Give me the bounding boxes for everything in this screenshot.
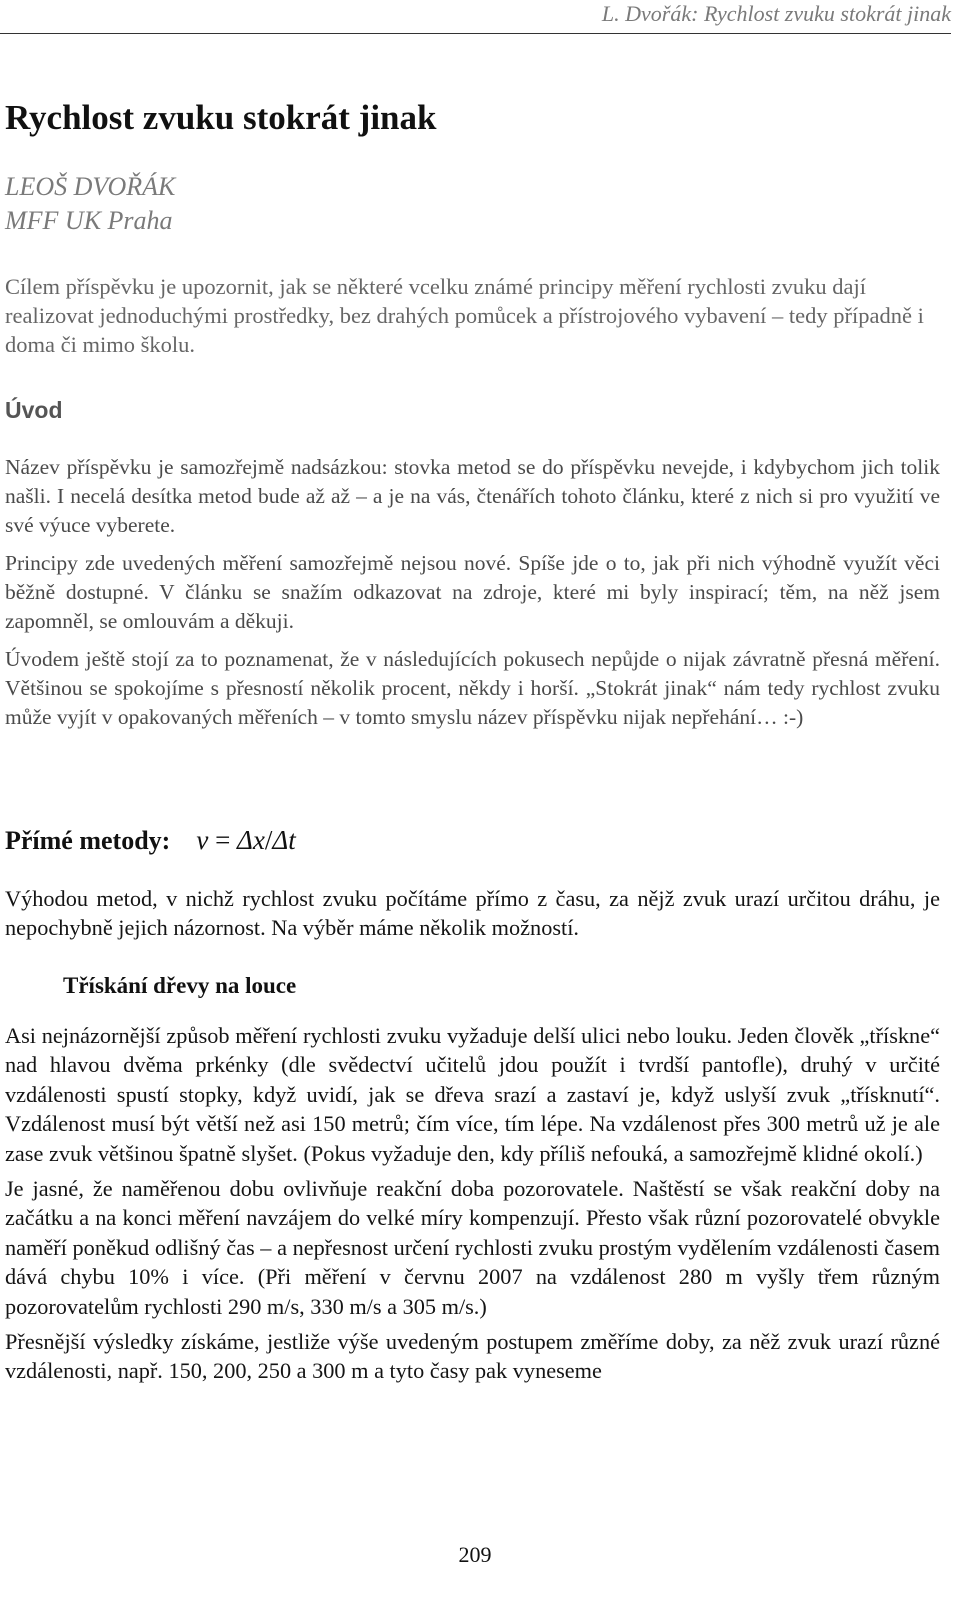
running-header <box>0 0 951 34</box>
section-heading-intro: Úvod <box>5 397 63 423</box>
page-number: 209 <box>458 1542 492 1567</box>
direct-methods-label: Přímé metody: <box>5 826 171 855</box>
clapping-section-body <box>5 1021 940 1392</box>
formula-equals: = <box>215 825 231 855</box>
formula-delta-x: Δx <box>237 825 265 855</box>
formula-v: v <box>196 825 209 855</box>
intro-paragraph-2: Principy zde uvedených měření samozřejmě nejsou nové. Spíše jde o to, jak při nich výhodně využít věci běžně dostupné. V článku se snažím odkazovat na zdroje, které mi byly inspirací; těm, na něž jsem zapomněl, se omlouvám a děkuji. <box>5 551 940 633</box>
direct-methods-paragraph: Výhodou metod, v nichž rychlost zvuku počítáme přímo z času, za nějž zvuk urazí určitou dráhu, je nepochybně jejich názornost. Na výběr máme několik možností. <box>5 886 940 941</box>
intro-paragraph-1: Název příspěvku je samozřejmě nadsázkou: stovka metod se do příspěvku nevejde, i kdybychom jich tolik našli. I necelá desítka metod bude až až – a je na vás, čtenářích tohoto článku, které z nich si pro využití ve své výuce vyberete. <box>5 455 940 537</box>
formula-delta-t: Δt <box>272 825 296 855</box>
author-affiliation: MFF UK Praha <box>5 206 173 235</box>
article-title: Rychlost zvuku stokrát jinak <box>5 98 437 137</box>
formula-slash: / <box>264 825 273 855</box>
author-name: LEOŠ DVOŘÁK <box>5 172 176 201</box>
intro-paragraph-3: Úvodem ještě stojí za to poznamenat, že v následujících pokusech nepůjde o nijak závratně přesná měření. Většinou se spokojíme s přesností několik procent, někdy i horší. „Stokrát jinak“ nám tedy rychlost zvuku může vyjít v opakovaných měřeních – v tomto smyslu název příspěvku nijak nepřehání… :-) <box>5 647 940 729</box>
clapping-paragraph-2: Je jasné, že naměřenou dobu ovlivňuje reakční doba pozorovatele. Naštěstí se však reakční doby na začátku a na konci měření navzájem do velké míry kompenzují. Přesto však různí pozorovatelé obvykle naměří poněkud odlišný čas – a nepřesnost určení rychlosti zvuku prostým vydělením vzdálenosti časem dává chybu 10% i více. (Při měření v červnu 2007 na vzdálenost 280 m vyšly třem různým pozorovatelům rychlosti 290 m/s, 330 m/s a 305 m/s.) <box>5 1176 940 1319</box>
speed-formula <box>196 822 295 858</box>
direct-methods-body <box>5 884 940 949</box>
abstract: Cílem příspěvku je upozornit, jak se některé vcelku známé principy měření rychlosti zvuku dají realizovat jednoduchými prostředky, bez drahých pomůcek a přístrojového vybavení – tedy případně i doma či mimo školu. <box>5 274 924 357</box>
clapping-paragraph-3: Přesnější výsledky získáme, jestliže výše uvedeným postupem změříme doby, za něž zvuk urazí různé vzdálenosti, např. 150, 200, 250 a 300 m a tyto časy pak vyneseme <box>5 1329 940 1384</box>
intro-section-body <box>5 453 940 741</box>
subsection-heading-clapping: Třískání dřevy na louce <box>63 973 297 998</box>
clapping-paragraph-1: Asi nejnázornější způsob měření rychlosti zvuku vyžaduje delší ulici nebo louku. Jeden člověk „třískne“ nad hlavou dvěma prkénky (dle svědectví učitelů jdou použít i tvrdší pantofle), druhý v určité vzdálenosti spustí stopky, když uvidí, jak se dřeva srazí a zastaví je, když uslyší zvuk „třísknutí“. Vzdálenost musí být větší než asi 150 metrů; čím více, tím lépe. Na vzdálenost přes 300 metrů už je ale zase zvuk většinou špatně slyšet. (Pokus vyžaduje den, kdy příliš nefouká, a samozřejmě klidné okolí.) <box>5 1023 940 1166</box>
section-heading-direct-methods <box>5 822 296 858</box>
running-header-title: L. Dvořák: Rychlost zvuku stokrát jinak <box>601 1 951 26</box>
